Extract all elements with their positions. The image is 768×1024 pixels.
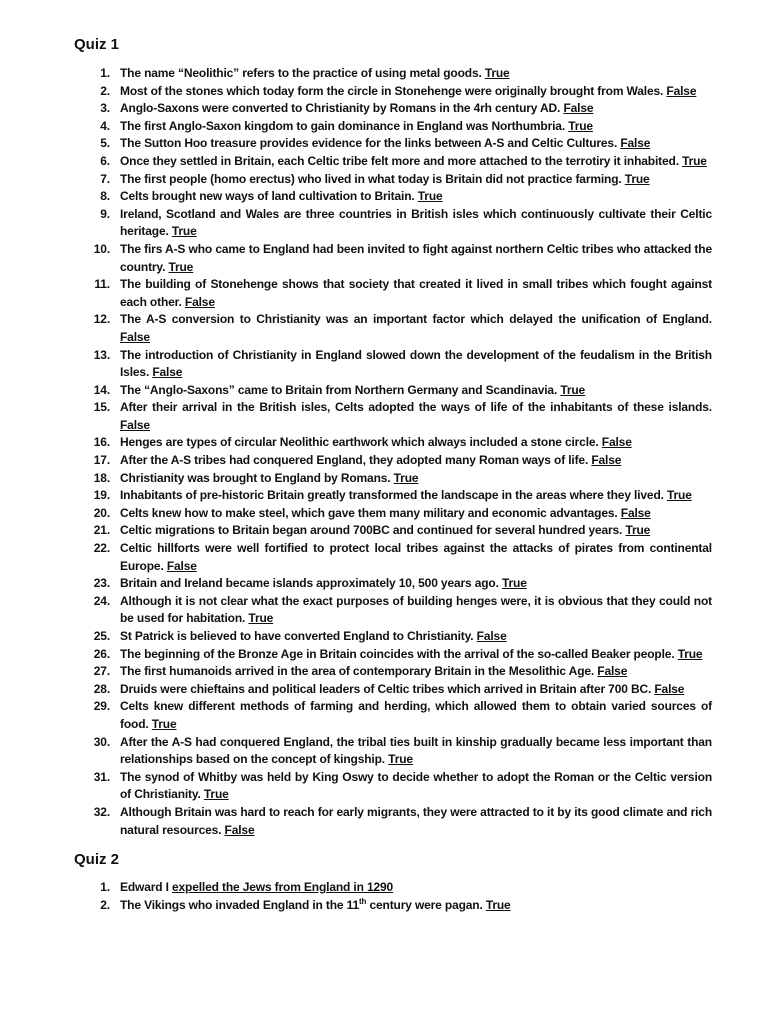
question-text: The “Anglo-Saxons” came to Britain from Northern Germany and Scandinavia. (120, 382, 558, 397)
question-item (74, 100, 712, 118)
quiz-2-title: Quiz 2 (74, 851, 120, 869)
question-item (74, 681, 712, 699)
question-underlined-text: expelled the Jews from England in 1290 (172, 880, 394, 895)
answer-label: False (563, 101, 594, 116)
answer-label: True (151, 716, 177, 731)
question-item (74, 452, 712, 470)
question-text: Anglo-Saxons were converted to Christianity by Romans in the 4rh century AD. (120, 101, 561, 116)
question-item (74, 241, 712, 276)
quiz-1-question-list (74, 65, 712, 839)
question-text: The Sutton Hoo treasure provides evidence for the links between A-S and Celtic Cultures. (120, 136, 618, 151)
question-item (74, 522, 712, 540)
question-number: 21. (93, 523, 110, 538)
question-text: The introduction of Christianity in England slowed down the development of the feudalism in the British Isles. (120, 347, 712, 380)
question-text: Once they settled in Britain, each Celtic tribe felt more and more attached to the terrotiry it inhabited. (120, 153, 679, 168)
question-item (74, 540, 712, 575)
answer-label: True (388, 752, 413, 767)
question-number: 10. (93, 241, 110, 256)
question-text: The building of Stonehenge shows that society that created it lived in small tribes which fought against each other. (120, 277, 712, 309)
question-text: Although it is not clear what the exact purposes of building henges were, it is obvious that they could not be used for habitation. (120, 593, 712, 626)
answer-label: True (568, 118, 593, 133)
question-number: 24. (93, 593, 110, 608)
question-number: 5. (100, 136, 110, 151)
question-text: The synod of Whitby was held by King Oswy to decide whether to adopt the Roman or the Celtic version of Christianity. (120, 769, 712, 802)
question-number: 1. (100, 880, 110, 895)
answer-label: True (677, 646, 703, 661)
question-text: Celts knew different methods of farming and herding, which allowed them to obtain varied sources of food. (120, 699, 712, 731)
question-item (74, 153, 712, 171)
question-text: Edward I (120, 880, 169, 895)
answer-label: True (682, 153, 707, 168)
question-item (74, 487, 712, 505)
question-number: 26. (93, 646, 110, 661)
question-text: Celts brought new ways of land cultivation to Britain. (120, 189, 415, 204)
question-text: Henges are types of circular Neolithic earthwork which always included a stone circle. (120, 435, 599, 450)
question-text: Celts knew how to make steel, which gave them many military and economic advantages. (120, 505, 618, 520)
question-item (74, 311, 712, 346)
question-number: 9. (100, 206, 110, 221)
question-item (74, 804, 712, 839)
question-text: Celtic migrations to Britain began around 700BC and continued for several hundred years. (120, 523, 623, 538)
answer-label: True (625, 523, 651, 538)
question-number: 32. (93, 804, 110, 819)
question-text: St Patrick is believed to have converted England to Christianity. (120, 629, 474, 643)
question-item (74, 65, 712, 83)
ordinal-suffix: th (359, 896, 367, 906)
answer-label: False (184, 294, 215, 309)
question-number: 1. (100, 66, 110, 80)
question-item (74, 276, 712, 311)
question-item (74, 593, 712, 628)
question-item (74, 118, 712, 136)
answer-label: False (120, 417, 150, 432)
answer-label: True (560, 382, 586, 397)
question-item (74, 628, 712, 646)
quiz-1-title: Quiz 1 (74, 36, 120, 53)
answer-label: True (417, 189, 443, 204)
question-number: 2. (100, 897, 110, 912)
answer-label: False (152, 365, 183, 380)
answer-label: True (168, 259, 194, 274)
question-text: Britain and Ireland became islands approximately 10, 500 years ago. (120, 576, 499, 591)
question-text: The first humanoids arrived in the area of contemporary Britain in the Mesolithic Age. (120, 664, 595, 679)
question-number: 25. (93, 629, 110, 643)
question-text: The name “Neolithic” refers to the practice of using metal goods. (120, 66, 482, 80)
question-text: The A-S conversion to Christianity was an important factor which delayed the unification of England. (120, 312, 712, 327)
question-item (74, 171, 712, 189)
question-text: Ireland, Scotland and Wales are three countries in British isles which continuously cultivate their Celtic heritage. (120, 206, 712, 239)
answer-label: True (485, 897, 511, 912)
question-text: After the A-S tribes had conquered England, they adopted many Roman ways of life. (120, 453, 589, 468)
question-number: 3. (100, 101, 110, 116)
question-text: The beginning of the Bronze Age in Britain coincides with the arrival of the so-called Beaker people. (120, 646, 675, 661)
answer-label: False (654, 681, 685, 696)
answer-label: False (597, 664, 628, 679)
question-item (74, 135, 712, 153)
question-item (74, 434, 712, 452)
question-text: The Vikings who invaded England in the 11 (120, 897, 360, 912)
question-item (74, 698, 712, 733)
question-text: Most of the stones which today form the circle in Stonehenge were originally brought from Wales. (120, 83, 664, 98)
question-number: 2. (100, 83, 110, 98)
question-number: 12. (93, 312, 110, 327)
answer-label: True (484, 66, 510, 80)
answer-label: False (476, 629, 507, 643)
question-number: 23. (93, 576, 110, 591)
answer-label: False (620, 505, 651, 520)
answer-label: False (620, 136, 651, 151)
answer-label: False (601, 435, 632, 450)
question-number: 22. (93, 541, 110, 556)
question-text: Druids were chieftains and political leaders of Celtic tribes which arrived in Britain after 700 BC. (120, 681, 652, 696)
question-item (74, 879, 712, 897)
question-item (74, 188, 712, 206)
question-number: 27. (93, 664, 110, 679)
question-number: 19. (93, 488, 110, 503)
question-text-end: century were pagan. (366, 897, 483, 912)
question-number: 20. (93, 505, 110, 520)
answer-label: False (120, 329, 150, 344)
question-number: 8. (100, 189, 110, 204)
question-text: The first Anglo-Saxon kingdom to gain dominance in England was Northumbria. (120, 118, 565, 133)
question-item (74, 399, 712, 434)
question-number: 14. (93, 382, 110, 397)
answer-label: True (624, 171, 650, 186)
question-item (74, 734, 712, 769)
question-number: 31. (93, 769, 110, 784)
question-text: After their arrival in the British isles, Celts adopted the ways of life of the inhabitants of these islands. (120, 400, 712, 415)
question-text: Christianity was brought to England by Romans. (120, 470, 391, 485)
answer-label: True (501, 576, 527, 591)
question-item (74, 382, 712, 400)
question-number: 16. (93, 435, 110, 450)
question-number: 7. (100, 171, 110, 186)
question-number: 29. (93, 699, 110, 714)
question-text: After the A-S had conquered England, the tribal ties built in kinship gradually became less important than relationships based on the concept of kingship. (120, 734, 712, 767)
question-text: The firs A-S who came to England had been invited to fight against northern Celtic tribes who attacked the country. (120, 241, 712, 274)
question-number: 30. (93, 734, 110, 749)
question-item (74, 897, 712, 915)
question-number: 18. (93, 470, 110, 485)
answer-label: True (393, 470, 419, 485)
question-number: 13. (93, 347, 110, 362)
question-number: 17. (93, 453, 110, 468)
answer-label: False (166, 558, 197, 573)
question-item (74, 347, 712, 382)
question-text: Celtic hillforts were well fortified to protect local tribes against the attacks of pirates from continental Europe. (120, 541, 712, 573)
answer-label: False (591, 453, 622, 468)
question-item (74, 769, 712, 804)
question-number: 28. (93, 681, 110, 696)
question-item (74, 470, 712, 488)
question-number: 15. (93, 400, 110, 415)
question-item (74, 575, 712, 593)
question-item (74, 206, 712, 241)
answer-label: True (248, 611, 274, 626)
question-item (74, 663, 712, 681)
question-number: 6. (100, 153, 110, 168)
answer-label: False (666, 83, 697, 98)
answer-label: True (667, 488, 692, 503)
answer-label: True (203, 787, 229, 802)
quiz-2-question-list (74, 879, 712, 914)
question-item (74, 83, 712, 101)
question-item (74, 505, 712, 523)
answer-label: False (224, 822, 255, 837)
question-text: Inhabitants of pre-historic Britain greatly transformed the landscape in the areas where they lived. (120, 488, 664, 503)
answer-label: True (171, 224, 197, 239)
question-text: Although Britain was hard to reach for early migrants, they were attracted to it by its good climate and rich natural resources. (120, 804, 712, 837)
question-item (74, 646, 712, 664)
question-number: 11. (94, 277, 110, 292)
question-text: The first people (homo erectus) who lived in what today is Britain did not practice farming. (120, 171, 622, 186)
question-number: 4. (100, 118, 110, 133)
